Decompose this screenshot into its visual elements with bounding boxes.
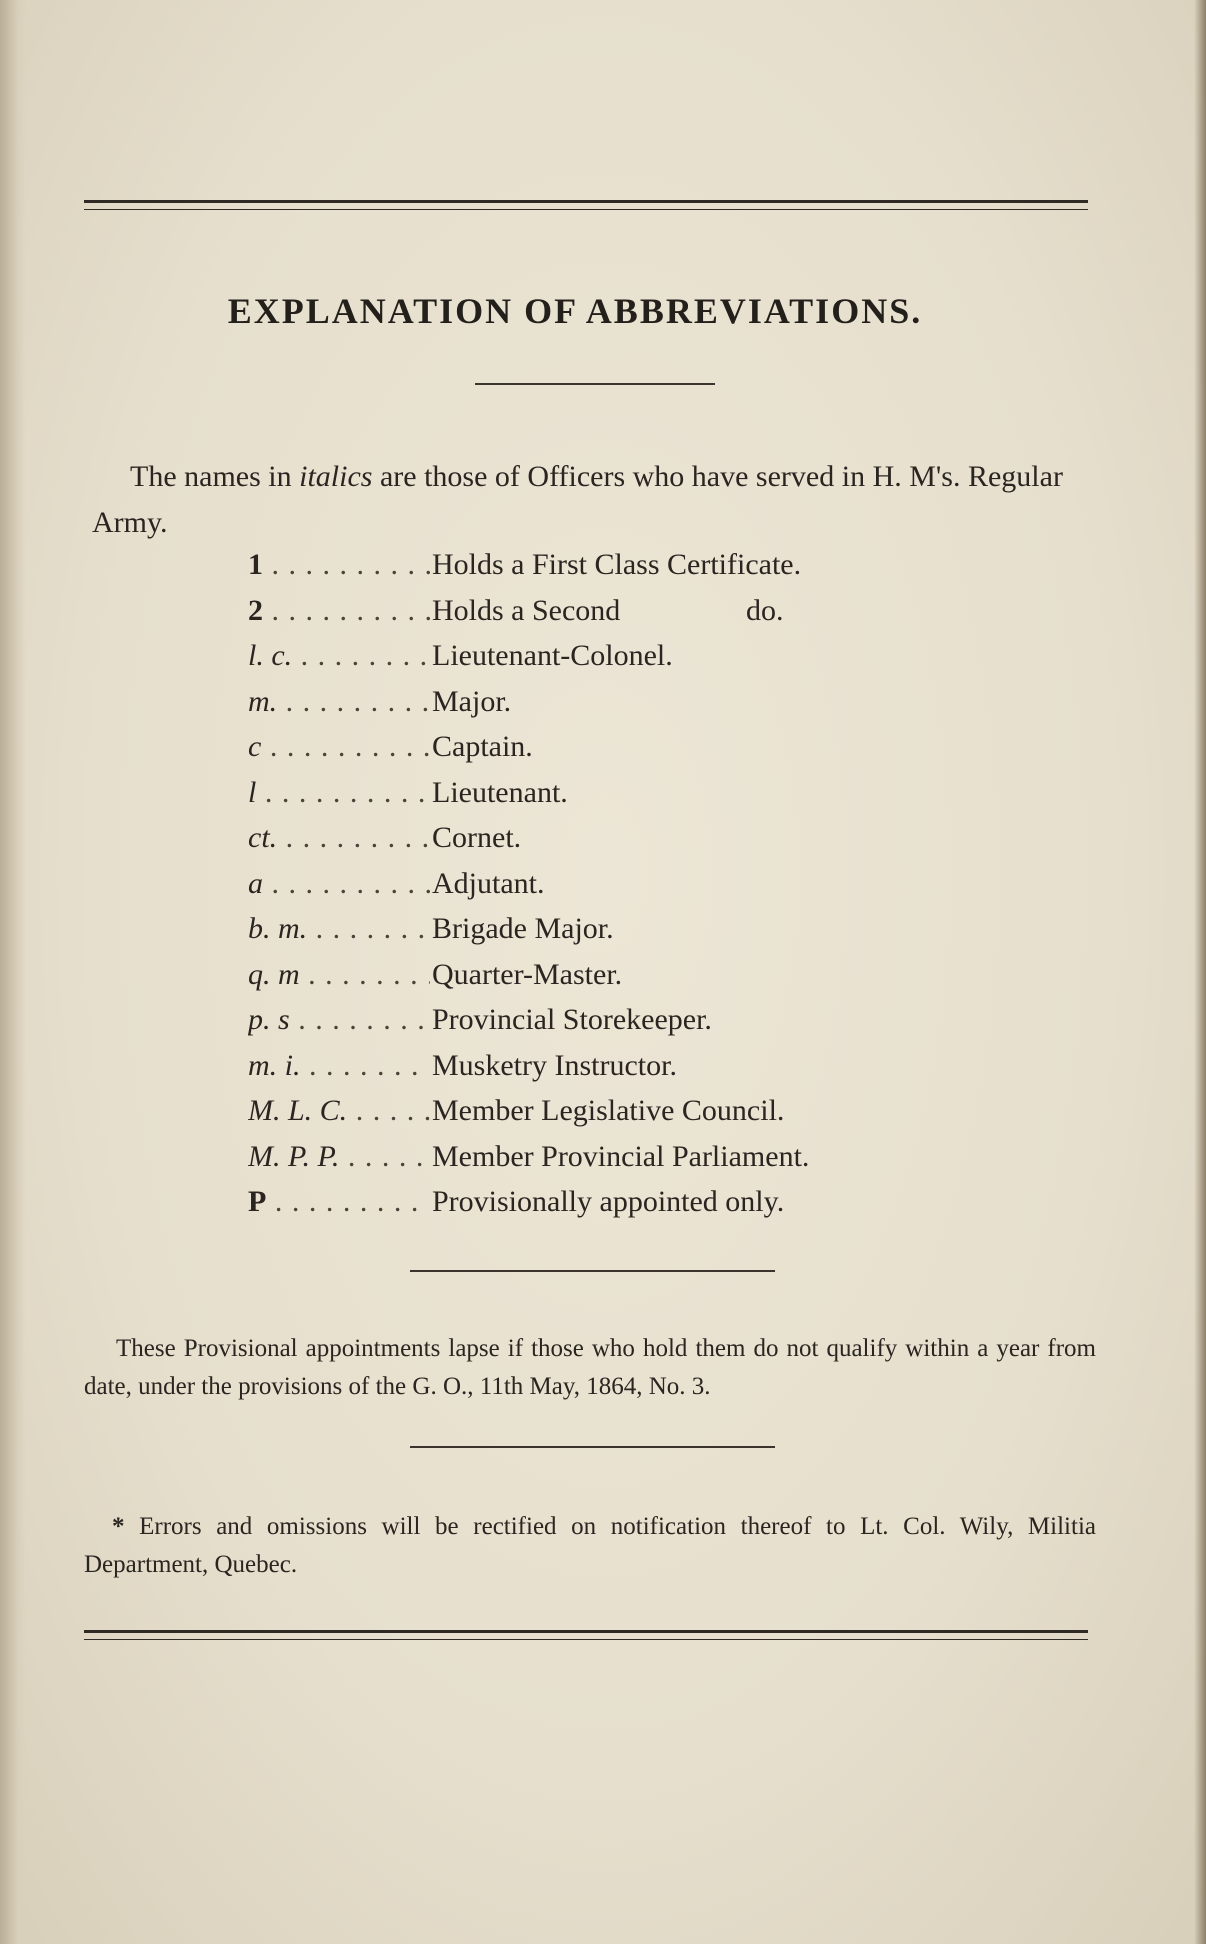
abbreviation-row — [248, 724, 968, 770]
abbreviation-meaning: Captain. — [432, 730, 533, 763]
abbreviation-key: P . . . — [248, 1179, 430, 1225]
abbreviation-key: 2 . . . — [248, 588, 430, 634]
abbreviation-row — [248, 679, 968, 725]
abbreviation-meaning: Member Legislative Council. — [432, 1094, 785, 1127]
abbreviation-row — [248, 1179, 968, 1225]
page-title: EXPLANATION OF ABBREVIATIONS. — [227, 291, 923, 331]
abbreviation-row — [248, 906, 968, 952]
abbreviation-key: p. s . . . — [248, 997, 430, 1043]
abbreviation-row — [248, 997, 968, 1043]
abbreviation-row — [248, 1134, 968, 1180]
intro-text-after: are those of Officers who have served in H. M's. Regular Army. — [92, 460, 1063, 539]
abbreviation-meaning: Quarter-Master. — [432, 957, 623, 991]
title-divider — [475, 383, 715, 385]
abbreviation-meaning: Provincial Storekeeper. — [432, 1003, 712, 1036]
abbreviation-meaning: Adjutant. — [432, 866, 545, 900]
abbreviation-key: ct. . . . — [248, 815, 430, 861]
abbreviation-row — [248, 1088, 968, 1134]
abbreviation-meaning: Major. — [432, 684, 512, 718]
abbreviation-meaning: Musketry Instructor. — [432, 1048, 677, 1082]
abbreviation-row — [248, 770, 968, 816]
abbreviation-row — [248, 815, 968, 861]
abbreviation-row — [248, 542, 968, 588]
abbreviation-meaning: Provisionally appointed only. — [432, 1185, 785, 1218]
abbreviation-key: c . . . — [248, 724, 430, 770]
intro-text-before: The names in — [130, 460, 300, 493]
abbreviation-meaning: Lieutenant-Colonel. — [432, 639, 673, 672]
errata-text: Errors and omissions will be rectified on notification thereof to Lt. Col. Wily, Militia Department, Quebec. — [84, 1513, 1096, 1578]
abbreviation-key: a . . . — [248, 861, 430, 907]
bottom-double-rule — [84, 1630, 1088, 1640]
provisional-note: These Provisional appointments lapse if those who hold them do not qualify within a year from date, under the provisions of the G. O., 11th May, 1864, No. 3. — [84, 1335, 1096, 1400]
section-divider — [410, 1270, 775, 1272]
intro-emphasis: italics — [299, 460, 373, 493]
abbreviation-meaning: Member Provincial Parliament. — [432, 1139, 810, 1173]
asterisk-mark: * — [112, 1513, 125, 1540]
abbreviation-key: m. i. . . . — [248, 1043, 430, 1089]
abbreviation-key: M. L. C. . . . — [248, 1088, 430, 1134]
abbreviation-meaning: Cornet. — [432, 821, 522, 854]
abbreviation-ditto: do. — [746, 593, 784, 627]
page-edge-right — [1194, 0, 1206, 1944]
intro-paragraph — [92, 454, 1102, 546]
abbreviation-row — [248, 633, 968, 679]
abbreviation-row — [248, 861, 968, 907]
abbreviation-meaning: Brigade Major. — [432, 912, 614, 945]
abbreviation-list — [248, 542, 968, 1225]
abbreviation-key: M. P. P. . . . — [248, 1134, 430, 1180]
section-divider — [410, 1446, 775, 1448]
abbreviation-key: q. m . . . — [248, 952, 430, 998]
abbreviation-row — [248, 588, 968, 634]
abbreviation-key: 1 . . . — [248, 542, 430, 588]
errata-note — [84, 1508, 1096, 1584]
abbreviation-key: b. m. . . . — [248, 906, 430, 952]
abbreviation-key: m. . . . — [248, 679, 430, 725]
abbreviation-row — [248, 952, 968, 998]
abbreviation-key: l. c. . . . — [248, 633, 430, 679]
abbreviation-row — [248, 1043, 968, 1089]
abbreviation-meaning: Holds a Second — [432, 593, 621, 627]
abbreviation-meaning: Lieutenant. — [432, 775, 568, 809]
abbreviation-key: l . . . — [248, 770, 430, 816]
top-double-rule — [84, 200, 1088, 210]
abbreviation-meaning: Holds a First Class Certificate. — [432, 548, 802, 581]
